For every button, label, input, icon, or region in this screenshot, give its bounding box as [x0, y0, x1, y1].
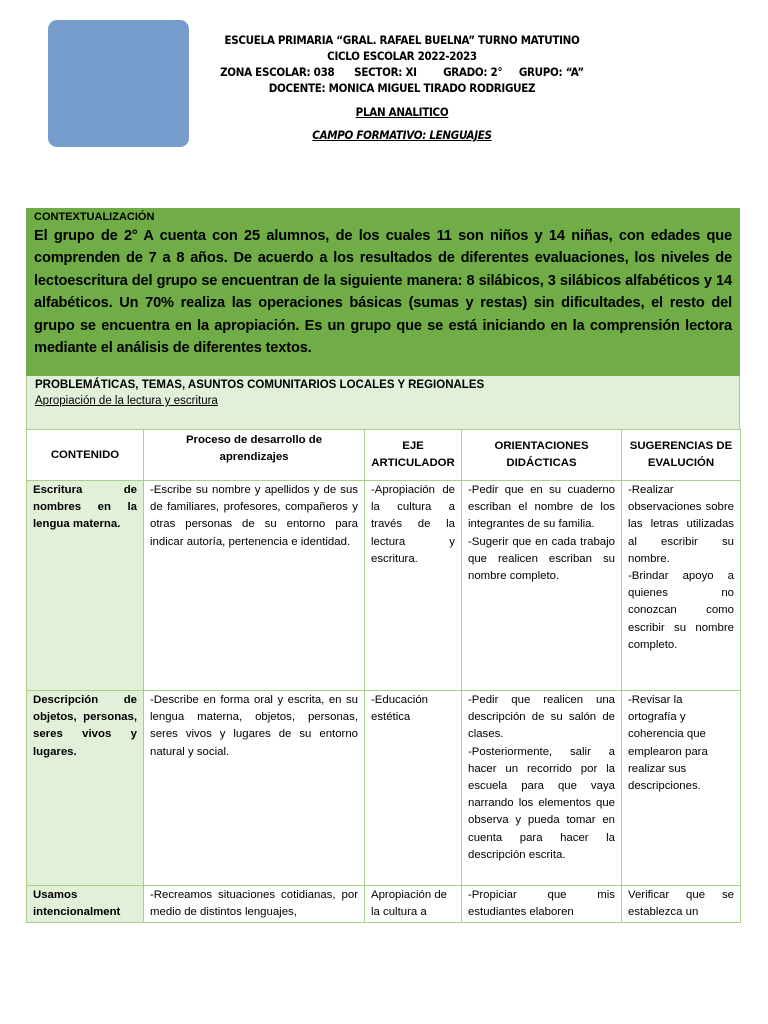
cell-contenido: Descripción de objetos, personas, seres vivos y lugares. [27, 691, 144, 886]
orientacion-item: -Pedir que realicen una descripción de su salón de clases. [468, 694, 615, 741]
cell-sugerencias [622, 691, 741, 886]
problems-title: PROBLEMÁTICAS, TEMAS, ASUNTOS COMUNITARIOS LOCALES Y REGIONALES [35, 379, 485, 391]
cell-proceso: -Escribe su nombre y apellidos y de sus de familiares, profesores, compañeros y otras personas de su entorno para indicar autoría, pertenencia e identidad. [144, 481, 365, 691]
cell-proceso: -Describe en forma oral y escrita, en su lengua materna, objetos, personas, seres vivos y lugares de su entorno natural y social. [144, 691, 365, 886]
cell-proceso-text: -Recreamos situaciones cotidianas, por medio de distintos lenguajes, [150, 889, 358, 919]
cell-eje: -Apropiación de la cultura a través de la lectura y escritura. [365, 481, 462, 691]
sugerencia-item: Verificar que se establezca un [628, 889, 734, 919]
school-cycle: CICLO ESCOLAR 2022-2023 [327, 49, 477, 63]
orientacion-item: -Pedir que en su cuaderno escriban el nombre de los integrantes de su familia. [468, 484, 615, 531]
problems-subtitle: Apropiación de la lectura y escritura [35, 395, 218, 407]
table-row [27, 886, 741, 923]
problems-section [26, 376, 740, 429]
header-proceso: Proceso de desarrollo de aprendizajes [144, 430, 365, 481]
context-section [26, 208, 740, 376]
cell-proceso [144, 886, 365, 923]
plan-table [26, 429, 741, 923]
header-sugerencias: SUGERENCIAS DE EVALUCIÓN [622, 430, 741, 481]
sugerencia-item: -Brindar apoyo a quienes no conozcan como escribir su nombre completo. [628, 570, 734, 651]
teacher-name: DOCENTE: MONICA MIGUEL TIRADO RODRIGUEZ [268, 81, 536, 95]
header-orientaciones: ORIENTACIONES DIDÁCTICAS [462, 430, 622, 481]
sugerencia-item: -Revisar la ortografía y coherencia que emplearon para realizar sus descripciones. [628, 694, 708, 793]
cell-contenido [27, 886, 144, 923]
cell-orientaciones [462, 886, 622, 923]
school-name: ESCUELA PRIMARIA “GRAL. RAFAEL BUELNA” TURNO MATUTINO [224, 33, 580, 47]
cell-eje-text: Apropiación de la cultura a [371, 889, 447, 919]
table-row [27, 691, 741, 886]
orientacion-item: -Sugerir que en cada trabajo que realicen escriban su nombre completo. [468, 535, 615, 583]
campo-formativo: CAMPO FORMATIVO: LENGUAJES [312, 128, 492, 142]
table-row [27, 481, 741, 691]
school-logo-placeholder [48, 20, 189, 147]
zone-line: ZONA ESCOLAR: 038 SECTOR: XI GRADO: 2° GRUPO: “A” [220, 65, 584, 79]
context-title: CONTEXTUALIZACIÓN [34, 211, 155, 223]
plan-title: PLAN ANALITICO [355, 105, 449, 119]
cell-contenido: Escritura de nombres en la lengua materna. [27, 481, 144, 691]
orientacion-item: -Propiciar que mis estudiantes elaboren [468, 889, 615, 919]
cell-sugerencias [622, 886, 741, 923]
context-body: El grupo de 2° A cuenta con 25 alumnos, de los cuales 11 son niños y 14 niñas, con edades que comprenden de 7 a 8 años. De acuerdo a los resultados de diferentes evaluaciones, los niveles de lectoescritura del grupo se encuentran de la siguiente manera: 8 silábicos, 3 silábicos alfabéticos y 14 alfabéticos. Un 70% realiza las operaciones básicas (sumas y restas) sin dificultades, el resto del grupo se encuentra en la apropiación. Es un grupo que se está iniciando en la comprensión lectora mediante el análisis de diferentes textos. [34, 228, 732, 357]
table-header-row [27, 430, 741, 481]
cell-contenido-text: Usamos intencionalment [33, 889, 121, 919]
cell-orientaciones [462, 691, 622, 886]
document-header [190, 32, 614, 143]
header-contenido: CONTENIDO [27, 430, 144, 481]
cell-sugerencias [622, 481, 741, 691]
cell-orientaciones [462, 481, 622, 691]
sugerencia-item: -Realizar observaciones sobre las letras utilizadas al escribir su nombre. [628, 484, 734, 565]
cell-eje: -Educación estética [365, 691, 462, 886]
orientacion-item: -Posteriormente, salir a hacer un recorrido por la escuela para que vaya narrando los elementos que observa y pueda tomar en cuenta para hacer la descripción escrita. [468, 745, 615, 861]
cell-eje [365, 886, 462, 923]
header-eje: EJE ARTICULADOR [365, 430, 462, 481]
